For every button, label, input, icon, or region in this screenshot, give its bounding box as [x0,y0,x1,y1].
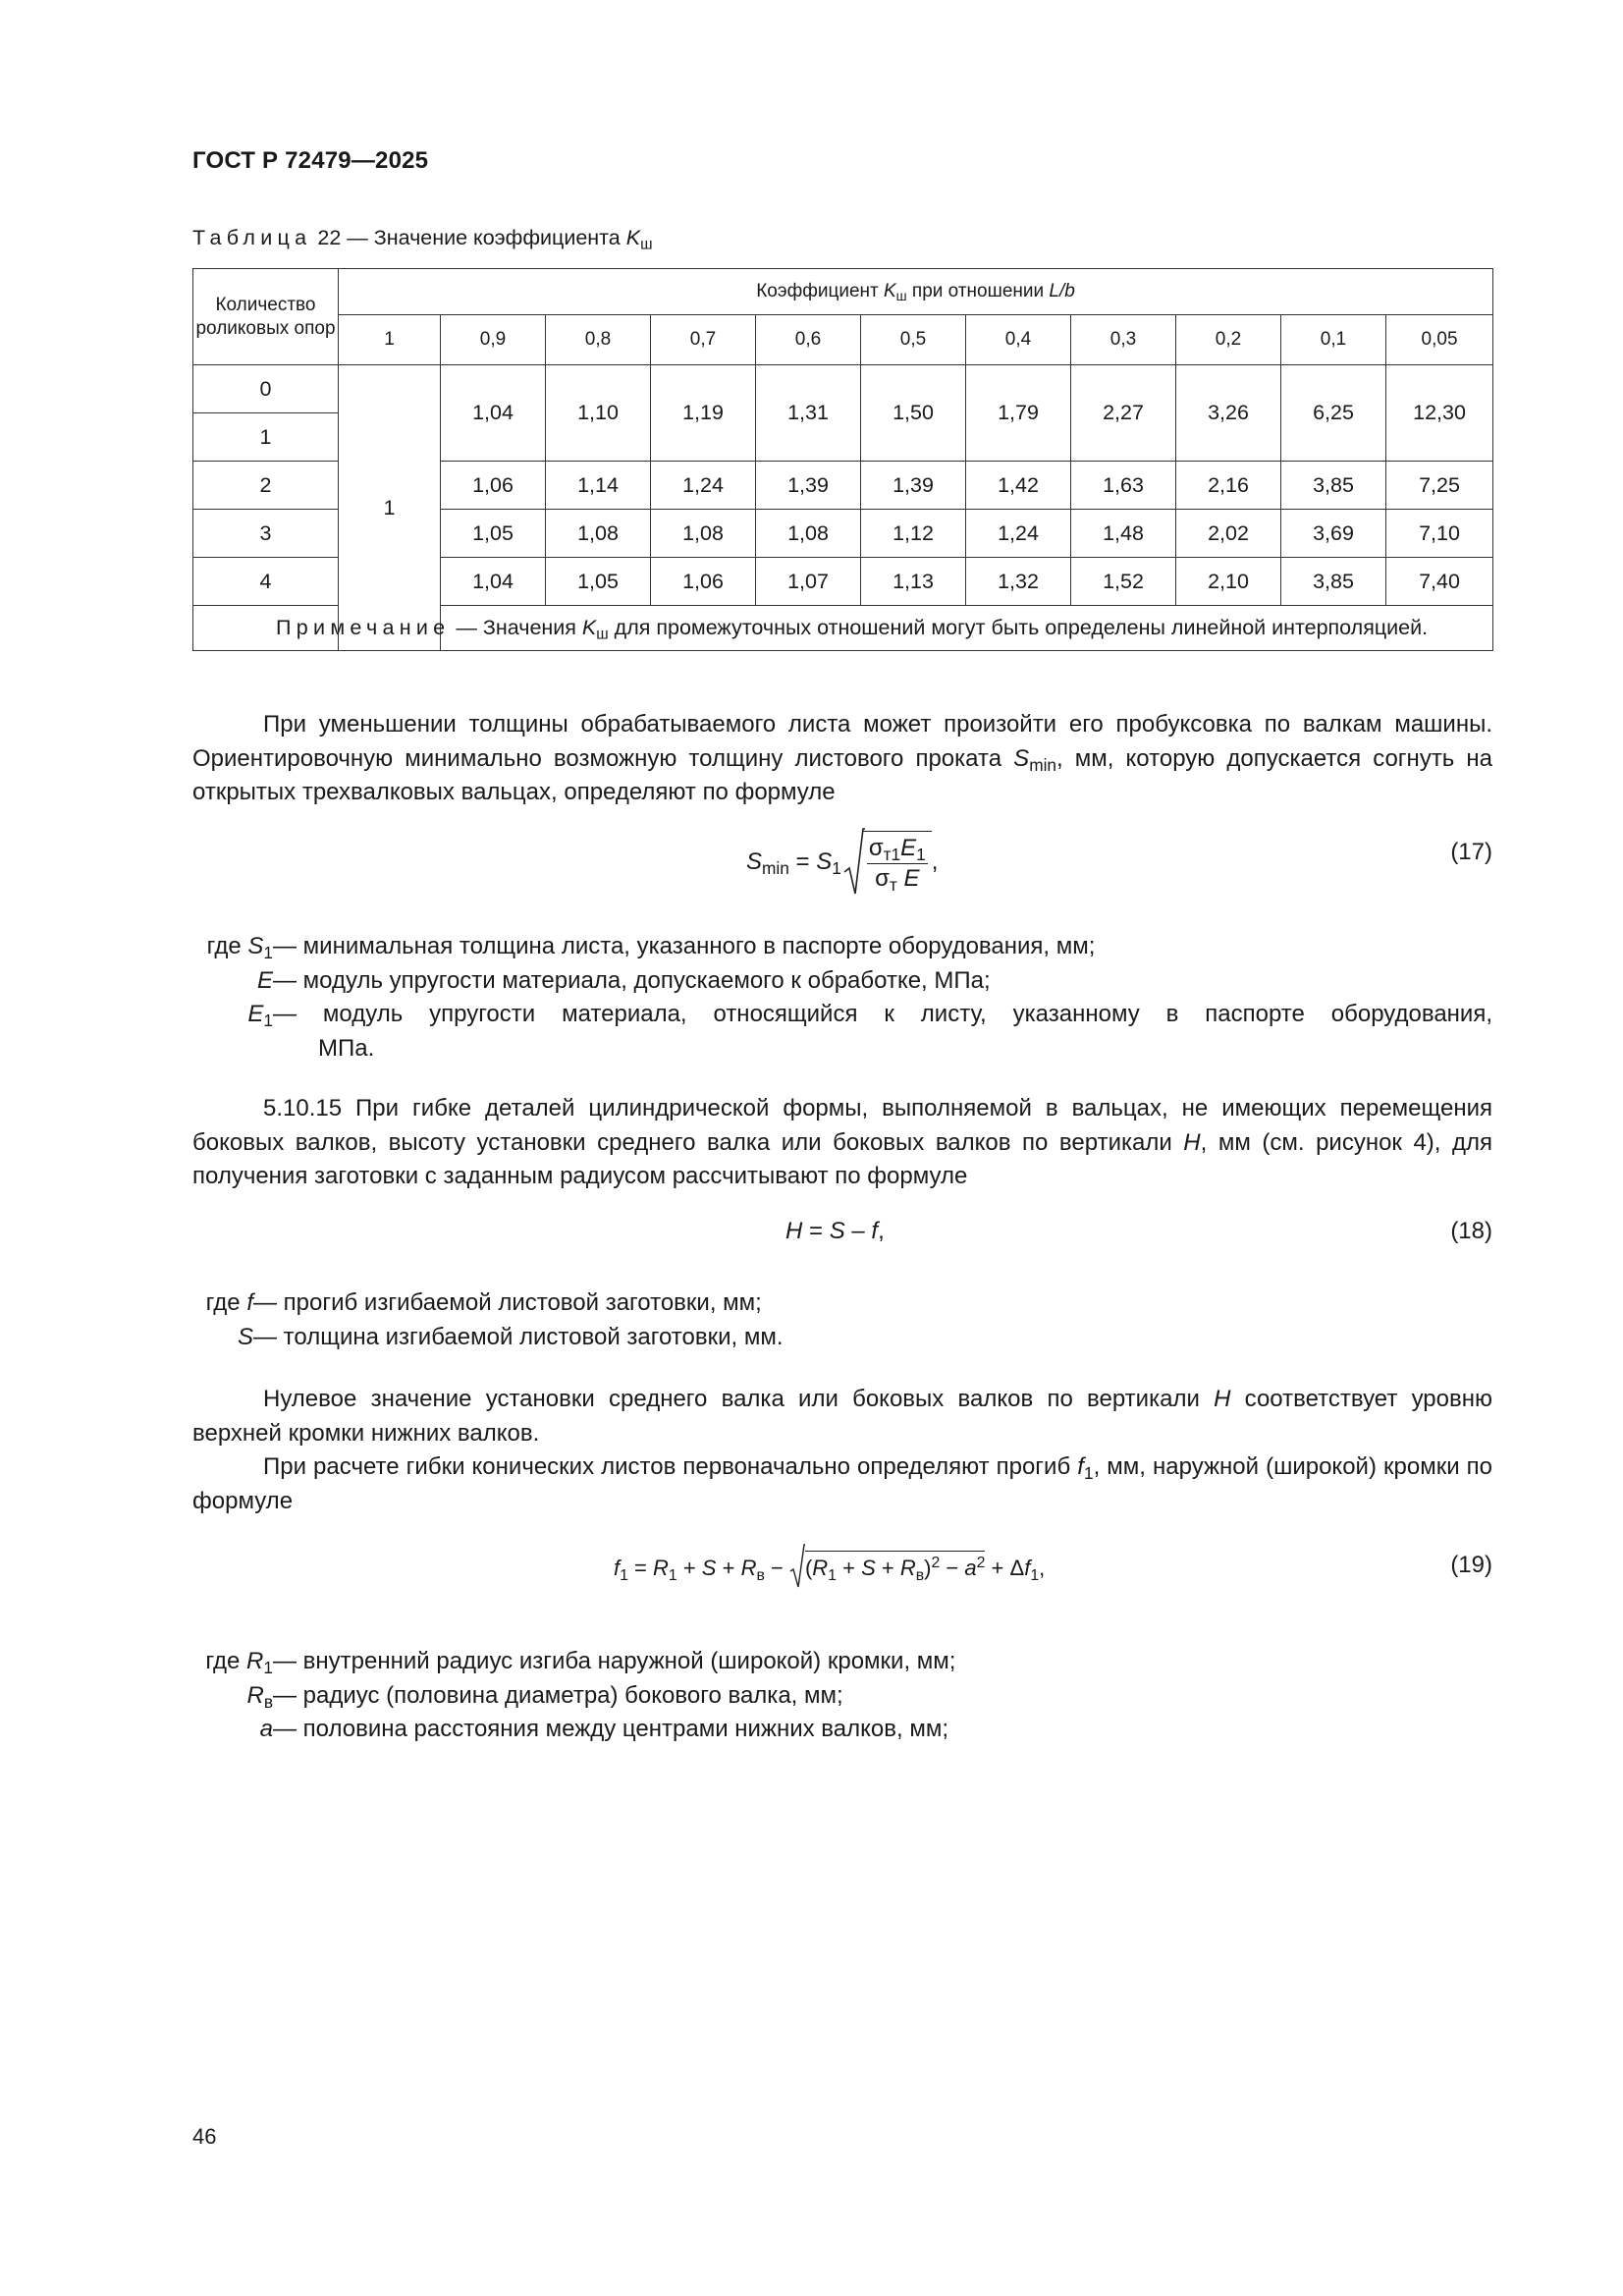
f17-s1-sub: 1 [832,858,841,879]
definition-sym: R [246,1681,264,1709]
definition-sym: S [247,933,264,959]
table-cell: 1,06 [441,462,546,510]
table-caption-symbol: K [625,226,641,249]
definition-text: — толщина изгибаемой листовой заготовки, мм. [253,1323,784,1350]
f17-lhs: S [746,848,763,875]
paragraph-text: При расчете гибки конических листов первоначально определяют прогиб [263,1453,1078,1480]
f19-minus: − [940,1556,965,1580]
table-cell: 2,02 [1176,510,1281,558]
table-cell: 1,07 [756,558,861,606]
table-cell: 12,30 [1386,365,1493,462]
definition-text: — половина расстояния между центрами нижних валков, мм; [273,1716,949,1742]
table-caption-text: 22 — Значение коэффициента [311,226,626,249]
table-cell: 1,05 [546,558,651,606]
note-text-2: для промежуточных отношений могут быть определены линейной интерполяцией. [608,616,1429,639]
f17-sigma-sub: т1 [883,845,901,865]
table-cell: 6,25 [1281,365,1386,462]
f19-r1-sub: 1 [668,1566,677,1584]
f17-e1-sub: 1 [916,845,926,865]
f18-eq: = [802,1218,830,1244]
table-cell: 1,08 [756,510,861,558]
sqrt-sign-icon [789,1544,805,1589]
definitions-18 [192,1286,1492,1354]
definition-row [192,998,1492,1032]
ratio-col-header: 0,1 [1281,315,1386,365]
paragraph-text: Нулевое значение установки среднего валка или боковых валков по вертикали [263,1386,1215,1412]
f18-s: S [829,1218,845,1244]
f19-r1-b-sub: 1 [828,1566,837,1584]
definition-row [192,1032,1492,1066]
paragraph-text: 5.10.15 При гибке деталей цилиндрической формы, выполняемой в вальцах, не имеющих перемещения боковых валков, высоту установки среднего валка или боковых валков по вертикали [192,1095,1492,1156]
definition-row [192,1713,1492,1747]
document-id: ГОСТ Р 72479—2025 [192,147,429,174]
definition-symbol [192,1679,273,1714]
definition-sym: f [246,1289,253,1316]
definition-text: МПа. [318,1034,375,1062]
coefficient-table [192,268,1493,651]
f19-a-square: 2 [976,1555,986,1572]
definition-sub: 1 [263,943,273,963]
f17-numerator [867,834,928,864]
table-cell-supports: 0 [193,365,339,413]
table-cell: 1,04 [441,558,546,606]
group-header-text-2: при отношении [906,281,1050,301]
f19-df-sub: 1 [1030,1566,1040,1584]
definition-symbol [192,964,273,999]
smin-symbol: S [1013,744,1030,772]
f19-rb-b-sub: в [915,1566,925,1584]
definition-row [192,1286,1492,1321]
col-group-header [339,269,1493,315]
table-caption [192,226,653,253]
f19-plus: + [836,1556,862,1580]
definition-lead: где [205,1289,247,1316]
table-cell: 7,25 [1386,462,1493,510]
table-note [193,606,1493,651]
definition-text: — внутренний радиус изгиба наружной (широкой) кромки, мм; [273,1648,956,1674]
definition-sym: E [256,966,273,994]
definitions-19 [192,1645,1492,1747]
sqrt-sign-icon [843,827,865,898]
formula-18 [785,1218,885,1245]
ratio-col-header: 0,8 [546,315,651,365]
table-cell: 1,12 [861,510,966,558]
definition-row [192,964,1492,999]
f17-sigma-den-sub: т [889,875,897,896]
h-symbol: H [1183,1128,1201,1156]
f19-square: 2 [931,1555,941,1572]
f19-rb: R [740,1556,757,1580]
definition-symbol [192,1321,253,1355]
paragraph-4 [192,1450,1492,1518]
note-subscript: ш [596,626,609,643]
ratio-col-header: 0,6 [756,315,861,365]
definitions-17 [192,930,1492,1066]
table-cell-supports: 1 [193,413,339,462]
definition-symbol [192,1713,273,1747]
definition-lead: где [206,933,248,959]
definition-symbol [192,1286,253,1321]
table-cell: 3,85 [1281,558,1386,606]
f18-h: H [785,1218,803,1244]
f17-s1: S [816,848,833,875]
table-cell: 1,39 [861,462,966,510]
ratio-col-header: 0,3 [1071,315,1176,365]
paragraph-2 [192,1092,1492,1194]
definition-text: — минимальная толщина листа, указанного в паспорте оборудования, мм; [273,933,1096,959]
definition-row [192,1321,1492,1355]
definition-symbol [192,998,273,1032]
f19-r1-b: R [812,1556,829,1580]
table-cell: 7,10 [1386,510,1493,558]
formula-17 [746,827,938,905]
table-cell: 1,14 [546,462,651,510]
col-header-supports: Количество роликовых опор [193,269,339,365]
ratio-col-header: 0,5 [861,315,966,365]
f19-plus: + [716,1556,741,1580]
table-cell: 3,26 [1176,365,1281,462]
f19-r1: R [653,1556,669,1580]
f19-s: S [701,1556,717,1580]
ratio-col-header: 0,05 [1386,315,1493,365]
group-header-symbol: K [883,281,896,301]
definition-text: — модуль упругости материала, относящийся к листу, указанному в паспорте оборудования, [273,1001,1492,1027]
definition-symbol [192,930,273,964]
table-cell: 1,32 [966,558,1071,606]
f19-f1-sub: 1 [620,1566,628,1584]
definition-text: — модуль упругости материала, допускаемого к обработке, МПа; [273,966,991,994]
f19-plus: + [676,1556,702,1580]
paragraph-text: , мм, которую допускается согнуть на открытых трехвалковых вальцах, определяют по формуле [192,744,1493,805]
f19-close: ) [924,1556,932,1580]
note-symbol: K [581,616,597,639]
ratio-col-header: 0,9 [441,315,546,365]
equation-number-17: (17) [1450,839,1492,865]
definition-sym: R [246,1648,264,1674]
definition-lead: где [205,1648,247,1674]
f17-sigma: σ [868,835,884,861]
note-text: — Значения [450,616,582,639]
table-cell: 1,42 [966,462,1071,510]
table-cell-supports: 2 [193,462,339,510]
table-cell: 1,52 [1071,558,1176,606]
note-word: Примечание [276,616,451,639]
definition-sub: 1 [263,1011,273,1031]
table-cell: 1,19 [651,365,756,462]
definition-row [192,930,1492,964]
f19-eq: = [627,1556,654,1580]
table-cell: 1,05 [441,510,546,558]
table-cell: 1,50 [861,365,966,462]
group-header-text: Коэффициент [756,281,884,301]
f19-plus: + [875,1556,900,1580]
group-header-subscript: ш [895,289,907,304]
table-cell: 1,48 [1071,510,1176,558]
table-cell: 1,08 [546,510,651,558]
f19-radicand [805,1551,985,1583]
definition-sym: S [237,1323,253,1350]
table-cell: 2,10 [1176,558,1281,606]
table-cell-ratio-one: 1 [339,365,441,651]
definition-symbol [192,1645,273,1679]
paragraph-text: соответствует уровню верхней кромки нижних валков. [192,1386,1492,1447]
f19-df: f [1024,1556,1031,1580]
table-caption-word: Таблица [192,226,312,249]
smin-subscript: min [1029,754,1057,775]
table-cell: 1,24 [966,510,1071,558]
f17-e1: E [900,835,917,861]
f17-lhs-sub: min [762,858,789,879]
equation-number-18: (18) [1450,1218,1492,1244]
f17-e: E [903,865,920,892]
f17-denominator [867,864,928,894]
f19-a: a [964,1556,977,1580]
ratio-col-header: 0,4 [966,315,1071,365]
table-cell: 1,79 [966,365,1071,462]
ratio-col-header: 1 [339,315,441,365]
definition-row [192,1679,1492,1714]
definition-sub: 1 [263,1658,273,1678]
table-caption-subscript: ш [640,236,653,253]
f19-f1: f [614,1556,621,1580]
definition-sub: в [263,1691,273,1712]
table-cell: 1,31 [756,365,861,462]
f1-subscript: 1 [1083,1463,1094,1484]
f19-comma: , [1039,1556,1046,1580]
definition-text: — прогиб изгибаемой листовой заготовки, мм; [253,1289,762,1316]
table-cell: 1,39 [756,462,861,510]
definition-row [192,1645,1492,1679]
paragraph-1 [192,708,1492,810]
table-cell: 1,13 [861,558,966,606]
table-cell: 2,16 [1176,462,1281,510]
f18-comma: , [878,1218,885,1244]
table-cell-supports: 4 [193,558,339,606]
f19-delta: + Δ [985,1556,1025,1580]
group-header-ratio: L/b [1049,281,1075,301]
ratio-col-header: 0,7 [651,315,756,365]
paragraph-text: , мм, наружной (широкой) кромки по формуле [192,1453,1492,1514]
f17-fraction [863,831,932,894]
table-cell: 3,69 [1281,510,1386,558]
f19-open: ( [804,1556,813,1580]
f18-minus: – [844,1218,872,1244]
definition-text: — радиус (половина диаметра) бокового валка, мм; [273,1681,843,1709]
f17-sigma-den: σ [875,865,890,892]
h-symbol: H [1214,1386,1231,1412]
f17-eq: = [788,848,817,875]
ratio-col-header: 0,2 [1176,315,1281,365]
f17-comma: , [931,848,939,875]
definition-sym: E [247,1001,264,1027]
table-cell: 2,27 [1071,365,1176,462]
f19-minus: − [764,1556,789,1580]
definition-sym: a [259,1716,273,1742]
f19-s-b: S [861,1556,876,1580]
table-cell: 1,10 [546,365,651,462]
f1-symbol: f [1077,1453,1084,1480]
table-cell-supports: 3 [193,510,339,558]
equation-number-19: (19) [1450,1552,1492,1578]
table-cell: 1,04 [441,365,546,462]
page-number: 46 [192,2124,217,2149]
f18-f: f [871,1218,879,1244]
paragraph-3 [192,1383,1492,1450]
formula-19 [614,1544,1045,1589]
table-cell: 1,63 [1071,462,1176,510]
table-cell: 3,85 [1281,462,1386,510]
f19-rb-sub: в [756,1566,765,1584]
f19-rb-b: R [899,1556,916,1580]
paragraph-text: , мм (см. рисунок 4), для получения заготовки с заданным радиусом рассчитывают по формуле [192,1128,1492,1189]
table-cell: 1,06 [651,558,756,606]
table-cell: 7,40 [1386,558,1493,606]
table-cell: 1,24 [651,462,756,510]
table-cell: 1,08 [651,510,756,558]
paragraph-text: При уменьшении толщины обрабатываемого листа может произойти его пробуксовка по валкам машины. Ориентировочную минимально возможную толщину листового проката [192,711,1492,772]
